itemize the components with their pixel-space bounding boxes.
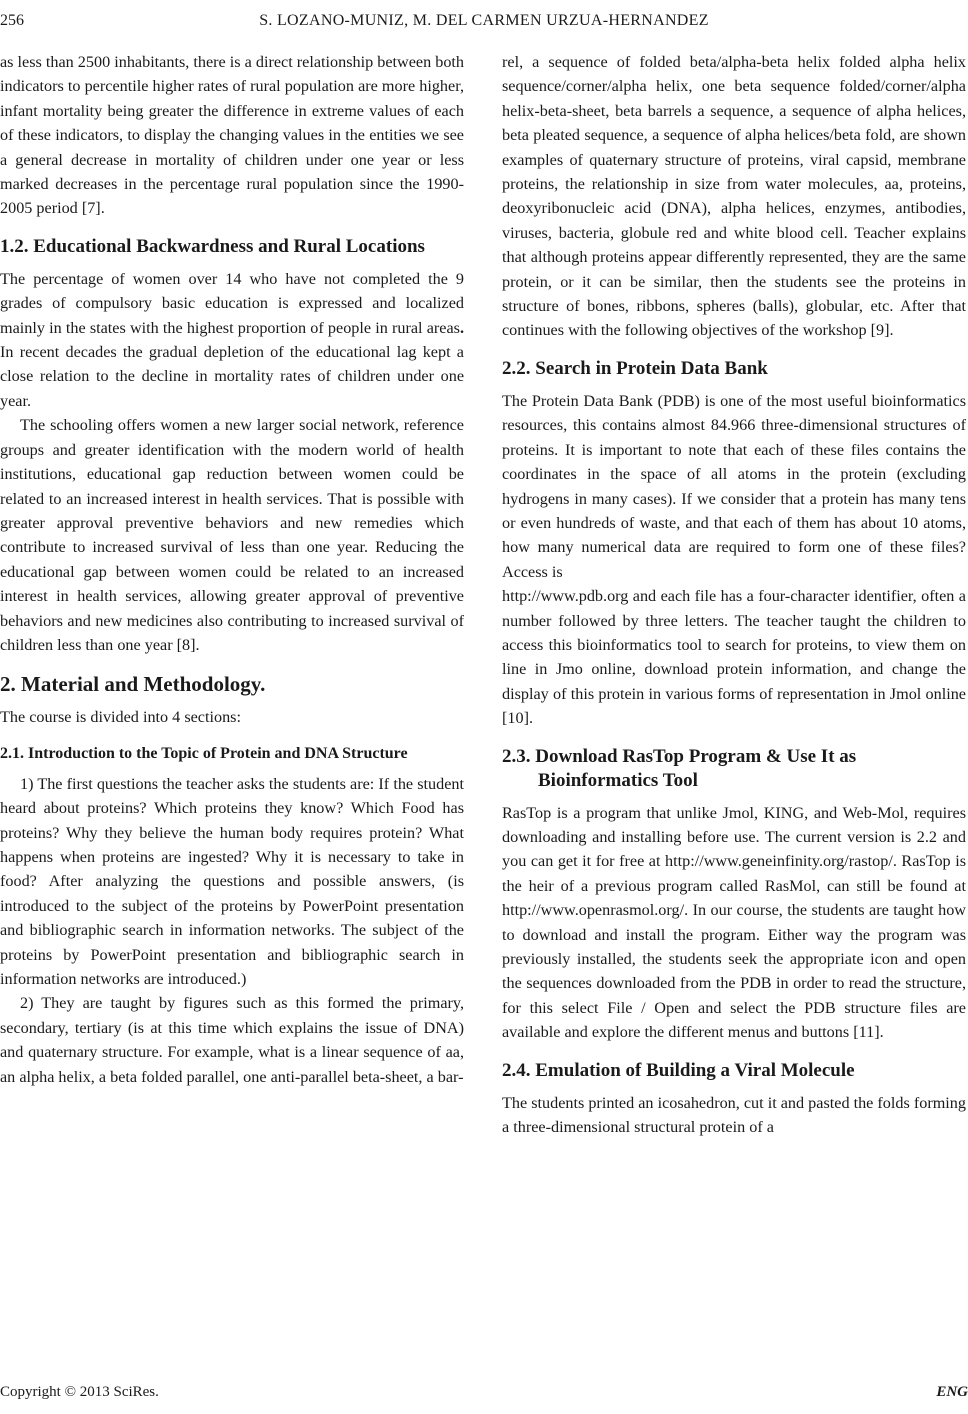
paragraph: The course is divided into 4 sections: [0, 708, 241, 727]
paragraph-text: The Protein Data Bank (PDB) is one of the most useful bioinformatics resources, this contains almost 84.966 three-dimensional structures of proteins. It is important to note that each of these files contains the coordinates in the space of all atoms in the protein (excluding hydrogens in many cases). If we consider that a protein has many tens or even hundreds of waste, and that each of them has about 10 atoms, how many numerical data are required to form one of these files? Access is [502, 391, 966, 581]
paragraph: as less than 2500 inhabitants, there is a direct relationship between both indicators to percentile higher rates of rural population are more higher, infant mortality being greater the difference in extreme values of each of these indicators, to display the changing values in the entities we see a general decrease in mortality of children under one year or less marked decreases in the percentage rural population since the 1990-2005 period [7]. [0, 53, 464, 218]
paragraph: 1) The first questions the teacher asks the students are: If the student heard about proteins? Which proteins they know? Which Food has proteins? Why they believe the human body requires protein? What happens when proteins are ingested? Why it is necessary to take in food? After analyzing the questions and possible answers, (is introduced to the subject of the proteins by PowerPoint presentation and bibliographic search in information networks. The subject of the proteins by PowerPoint presentation and bibliographic search in information networks are introduced.) [0, 774, 464, 988]
paragraph: The schooling offers women a new larger social network, reference groups and greater identification with the modern world of health institutions, educational gap reduction between women could be related to an increased interest in health services. That is possible with greater approval preventive behaviors and new remedies which contribute to increased survival of less than one year. Reducing the educational gap between women could be related to an increased interest in health services, allowing greater approval of preventive behaviors and new medicines also contributing to increased survival of children less than one year [8]. [0, 416, 464, 654]
section-heading-2-2: 2.2. Search in Protein Data Bank [502, 357, 768, 379]
pdb-url-link[interactable]: http://www.pdb.org [502, 587, 629, 606]
paragraph: rel, a sequence of folded beta/alpha-beta helix folded alpha helix sequence/corner/alpha helix, one beta sequence folded/corner/alpha helix-beta-sheet, beta barrels a sequence, a sequence of alpha helices, beta pleated sequence, a sequence of alpha helices/beta fold, are shown examples of quaternary structure of proteins, viral capsid, membrane proteins, the relationship in size from water molecules, aa, proteins, deoxyribonucleic acid (DNA), alpha helices, enzymes, antibodies, viruses, bacteria, globule red and white blood cell. Teacher explains that although proteins appear differently represented, they are the same protein, or it can be similar, then the students see the proteins in structure of bones, ribbons, spheres (balls), globular, etc. After that continues with the following objectives of the workshop [9]. [502, 53, 966, 340]
paragraph: The students printed an icosahedron, cut it and pasted the folds forming a three-dimensional structural protein of a [502, 1093, 966, 1137]
copyright: Copyright © 2013 SciRes. [0, 1384, 159, 1400]
section-heading-2-3: 2.3. Download RasTop Program & Use It as Bioinformatics Tool [502, 745, 857, 791]
paragraph-text: In recent decades the gradual depletion of the educational lag kept a close relation to the decline in mortality rates of children under one year. [0, 343, 464, 410]
paragraph-text: and each file has a four-character identifier, often a number followed by three letters. The teacher taught the children to access this bioinformatics tool to search for proteins, to view them on line in Jmo online, download protein information, and change the display of this protein in various forms of representation in Jmol online [10]. [502, 587, 966, 728]
running-title: S. LOZANO-MUNIZ, M. DEL CARMEN URZUA-HERNANDEZ [259, 12, 709, 29]
paragraph: 2) They are taught by figures such as this formed the primary, secondary, tertiary (is at this time which explains the issue of DNA) and quaternary structure. For example, what is a linear sequence of aa, an alpha helix, a beta folded parallel, one anti-parallel beta-sheet, a bar- [0, 994, 464, 1086]
paragraph [0, 267, 464, 413]
section-heading-2: 2. Material and Methodology. [0, 672, 266, 697]
paragraph: RasTop is a program that unlike Jmol, KING, and Web-Mol, requires downloading and installing before use. The current version is 2.2 and you can get it for free at http://www.geneinfinity.org/rastop/. RasTop is the heir of a previous program called RasMol, can still be found at http://www.openrasmol.org/. In our course, the students are taught how to download and install the program. Either way the program was previously installed, the students seek the appropriate icon and open the sequences downloaded from the PDB in order to read the structure, for this select File / Open and select the PDB structure files are available and explore the different menus and buttons [11]. [502, 803, 966, 1042]
bold-period: . [459, 318, 464, 337]
page-number: 256 [0, 12, 24, 29]
page-header [0, 12, 968, 36]
paragraph [502, 389, 966, 731]
journal-abbrev: ENG [936, 1384, 968, 1400]
section-heading-2-4: 2.4. Emulation of Building a Viral Molecule [502, 1059, 855, 1081]
right-column [502, 50, 966, 1139]
section-heading-2-1: 2.1. Introduction to the Topic of Protein and DNA Structure [0, 744, 408, 762]
section-heading-1-2: 1.2. Educational Backwardness and Rural Locations [0, 235, 425, 257]
left-column [0, 50, 464, 1089]
paragraph-text: The percentage of women over 14 who have not completed the 9 grades of compulsory basic education is expressed and localized mainly in the states with the highest proportion of people in rural areas [0, 269, 464, 337]
